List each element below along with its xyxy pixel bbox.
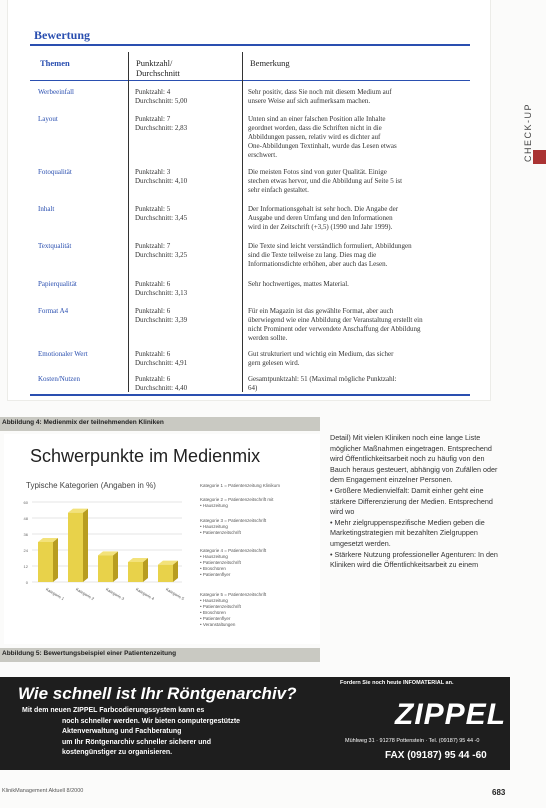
- ad-body: [22, 706, 322, 759]
- bar-side: [53, 538, 58, 582]
- legend-text: Patientenzeitschrift • Hauszeitung • Patientenzeitschrift: [200, 518, 267, 535]
- legend-key: Kategorie 3 =: [200, 518, 229, 523]
- figure-4-caption: Abbildung 4: Medienmix der teilnehmenden Kliniken: [0, 417, 320, 431]
- bar-side: [143, 558, 148, 582]
- legend-text: Patientenzeitschrift mit • Hauszeitung: [200, 497, 274, 508]
- table-title: Bewertung: [34, 28, 90, 42]
- legend-entry: [200, 483, 280, 489]
- table-top-rule: [30, 44, 470, 46]
- ad-body-line: Mit dem neuen ZIPPEL Farbcodierungssystem kann es: [22, 707, 205, 714]
- bar-side: [113, 551, 118, 582]
- x-category-label: Kategorie 2: [75, 586, 96, 602]
- row-remark: Sehr hochwertiges, mattes Material.: [248, 280, 349, 288]
- row-score: Punktzahl: 6 Durchschnitt: 4,40: [135, 375, 188, 392]
- row-remark: Gesamtpunktzahl: 51 (Maximal mögliche Punktzahl: 64): [248, 375, 397, 392]
- legend-key: Kategorie 4 =: [200, 548, 229, 553]
- zippel-logo: ZIPPEL: [395, 698, 507, 731]
- row-theme: Emotionaler Wert: [38, 350, 88, 358]
- row-theme: Fotoqualität: [38, 168, 72, 176]
- row-score: Punktzahl: 3 Durchschnitt: 4,10: [135, 168, 188, 185]
- page-number: 683: [492, 788, 506, 797]
- row-theme: Textqualität: [38, 242, 72, 250]
- article-text: [330, 433, 502, 571]
- table-header-themes: Themen: [40, 58, 70, 68]
- legend-entry: [200, 548, 266, 578]
- row-score: Punktzahl: 5 Durchschnitt: 3,45: [135, 205, 188, 222]
- ad-infomaterial-note: Fordern Sie noch heute INFOMATERIAL an.: [340, 680, 454, 686]
- ad-fax: FAX (09187) 95 44 -60: [385, 750, 487, 761]
- bar: [158, 565, 173, 582]
- ad-body-line: noch schneller werden. Wir bieten computergestützte: [62, 717, 241, 725]
- legend-entry: [200, 497, 273, 509]
- row-score: Punktzahl: 4 Durchschnitt: 5,00: [135, 88, 188, 105]
- row-theme: Inhalt: [38, 205, 55, 213]
- y-tick-label: 0: [25, 580, 28, 585]
- row-theme: Format A4: [38, 307, 69, 315]
- ad-body-line: um Ihr Röntgenarchiv schneller sicherer und: [62, 738, 211, 746]
- table-header-score: Punktzahl/ Durchschnitt: [136, 58, 180, 78]
- bar-side: [83, 509, 88, 582]
- row-score: Punktzahl: 6 Durchschnitt: 4,91: [135, 350, 188, 367]
- row-remark: Unten sind an einer falschen Position alle Inhalte geordnet worden, dass die Schriften nicht in die Abbildungen passen, relativ wird es dichter auf One-Abbildungen Textinhalt, wurde das Lesen etwas erschwert.: [248, 115, 397, 159]
- bar: [128, 562, 143, 582]
- x-category-label: Kategorie 4: [135, 586, 156, 602]
- row-theme: Kosten/Nutzen: [38, 375, 80, 383]
- legend-entry: [200, 592, 266, 628]
- row-theme: Papierqualität: [38, 280, 77, 288]
- table-header-remark: Bemerkung: [250, 58, 290, 68]
- side-tab-label: CHECK-UP: [523, 102, 533, 162]
- row-remark: Gut strukturiert und wichtig ein Medium, das sicher gern gelesen wird.: [248, 350, 394, 367]
- row-theme: Werbeeinfall: [38, 88, 74, 96]
- row-remark: Die Texte sind leicht verständlich formuliert, Abbildungen sind die Texte teilweise zu lang. Dies mag die Informationsdichte erhöhen, aber auch das Lesen.: [248, 242, 412, 268]
- chart-subtitle: Typische Kategorien (Angaben in %): [26, 481, 156, 490]
- table-column-divider: [128, 52, 129, 392]
- ad-body-line: Aktenverwaltung und Fachberatung: [62, 728, 182, 735]
- article-paragraph: • Mehr zielgruppenspezifische Medien geben die Marketingstrategien mit bezahlten Zielgruppen umgesetzt werden.: [330, 517, 485, 548]
- row-remark: Sehr positiv, dass Sie noch mit diesem Medium auf unsere Weise auf sich aufmerksam machen.: [248, 88, 392, 105]
- y-tick-label: 12: [23, 564, 28, 569]
- x-category-label: Kategorie 1: [45, 586, 66, 602]
- row-score: Punktzahl: 6 Durchschnitt: 3,13: [135, 280, 188, 297]
- row-remark: Für ein Magazin ist das gewählte Format, aber auch überwiegend wie eine Abbildung der Veranstaltung erstellt ein nicht Prominent oder verwendete Anschaffung der Abbildung werden sollte.: [248, 307, 423, 342]
- legend-key: Kategorie 5 =: [200, 592, 229, 597]
- table-header-rule: [30, 80, 470, 81]
- article-paragraph: • Größere Medienvielfalt: Damit einher geht eine stärkere Differenzierung der Medien. Entsprechend wird wo: [330, 485, 493, 517]
- legend-key: Kategorie 1 =: [200, 483, 229, 488]
- legend-entry: [200, 518, 266, 536]
- footer-publication: KlinikManagement Aktuell 8/2000: [2, 788, 84, 794]
- legend-text: Patientenzeitschrift • Hauszeitung • Patientenzeitschrift • Broschüren • Patientenflyer • Veranstaltungen: [200, 592, 267, 627]
- row-score: Punktzahl: 7 Durchschnitt: 3,25: [135, 242, 188, 259]
- bar: [68, 513, 83, 582]
- y-tick-label: 24: [23, 548, 28, 553]
- legend-key: Kategorie 2 =: [200, 497, 229, 502]
- figure-5-caption: Abbildung 5: Bewertungsbeispiel einer Patientenzeitung: [0, 648, 320, 662]
- side-tab-marker: [533, 150, 546, 164]
- y-tick-label: 36: [23, 532, 28, 537]
- y-tick-label: 48: [23, 516, 28, 521]
- x-category-label: Kategorie 5: [165, 586, 186, 602]
- ad-address: Mühlweg 31 · 91278 Pottenstein · Tel. (09187) 95 44 -0: [345, 738, 480, 744]
- table-bottom-rule: [30, 394, 470, 396]
- bar: [38, 542, 53, 582]
- article-paragraph: Detail) Mit vielen Kliniken noch eine lange Liste möglicher Maßnahmen eingetragen. Entsprechend wird Öffentlichkeitsarbeit noch zu häufig von den Bauch heraus gesteuert, abhängig von Zufällen oder dem Engagement einzelner Personen.: [330, 433, 498, 485]
- bar-chart: [10, 490, 200, 610]
- chart-title: Schwerpunkte im Medienmix: [30, 446, 261, 466]
- row-remark: Der Informationsgehalt ist sehr hoch. Die Angabe der Ausgabe und deren Umfang und den Informationen wird in der Zeitschrift (+3,5) (1990 und Jahr 1999).: [248, 205, 399, 231]
- ad-headline: Wie schnell ist Ihr Röntgenarchiv?: [18, 684, 297, 703]
- legend-text: Patientenzeitung Klinikum: [228, 483, 280, 488]
- ad-body-line: kostengünstiger zu organisieren.: [62, 749, 173, 756]
- row-remark: Die meisten Fotos sind von guter Qualität. Einige stechen etwas hervor, und die Abbildung auf Seite 5 ist sehr einfach gestaltet.: [248, 168, 403, 194]
- y-tick-label: 60: [23, 500, 28, 505]
- x-category-label: Kategorie 3: [105, 586, 126, 602]
- row-score: Punktzahl: 6 Durchschnitt: 3,39: [135, 307, 188, 324]
- article-paragraph: • Stärkere Nutzung professioneller Agenturen: In den Kliniken wird die Öffentlichkeitsarbeit zu einem: [330, 549, 498, 570]
- row-score: Punktzahl: 7 Durchschnitt: 2,83: [135, 115, 188, 132]
- row-theme: Layout: [38, 115, 58, 123]
- legend-text: Patientenzeitschrift • Hauszeitung • Patientenzeitschrift • Broschüren • Patientenflyer: [200, 548, 267, 577]
- bar: [98, 555, 113, 582]
